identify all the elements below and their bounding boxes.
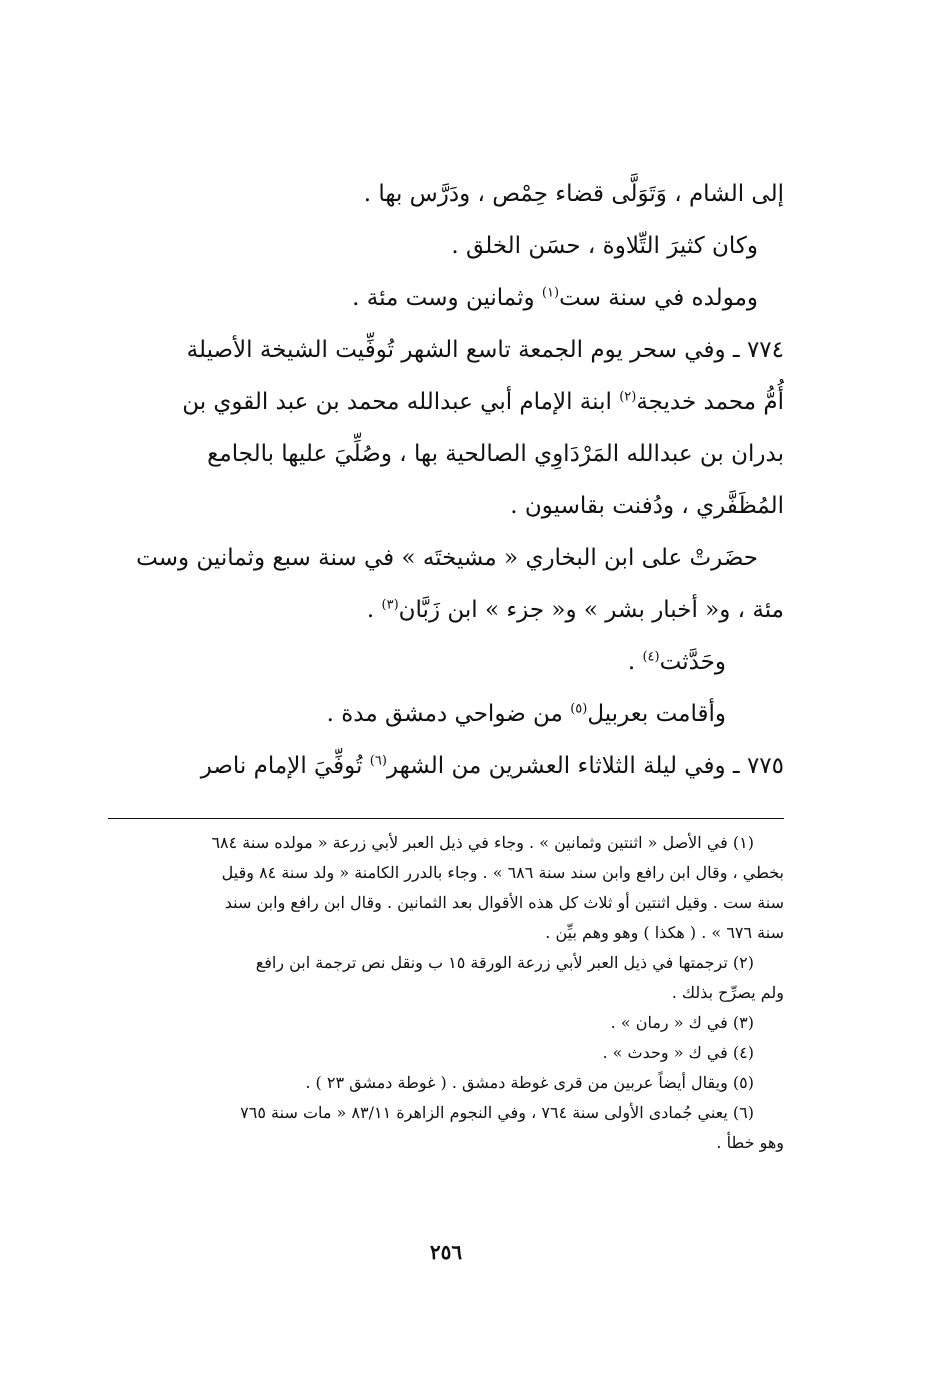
text-span: بدران بن عبدالله المَرْدَاوِي الصالحية بها ، وصُلِّيَ عليها بالجامع <box>207 441 784 467</box>
footnote-ref: (٣) <box>381 597 399 613</box>
footnote-line: (٢) ترجمتها في ذيل العبر لأبي زرعة الورقة ١٥ ب ونقل نص ترجمة ابن رافع <box>255 953 754 972</box>
text-line <box>108 480 784 532</box>
text-line <box>108 636 784 688</box>
footnote-line: (٦) يعني جُمادى الأولى سنة ٧٦٤ ، وفي النجوم الزاهرة ٨٣/١١ « مات سنة ٧٦٥ <box>240 1103 754 1122</box>
footnote-line: (٥) ويقال أيضاً عربين من قرى غوطة دمشق . ( غوطة دمشق ٢٣ ) . <box>305 1073 754 1092</box>
text-span: المُظَفَّري ، ودُفنت بقاسيون . <box>510 493 784 519</box>
footnote-6 <box>108 1098 784 1158</box>
footnote-1 <box>108 828 784 948</box>
footnote-3 <box>108 1008 784 1038</box>
text-span: ومولده في سنة ست <box>559 285 758 311</box>
footnote-line: (١) في الأصل « اثنتين وثمانين » . وجاء في ذيل العبر لأبي زرعة « مولده سنة ٦٨٤ <box>211 833 754 852</box>
text-span: وحَدَّثت <box>659 649 726 675</box>
text-span: . <box>627 649 643 675</box>
text-line <box>108 584 784 636</box>
footnote-line: بخطي ، وقال ابن رافع وابن سند سنة ٦٨٦ » . وجاء بالدرر الكامنة « ولد سنة ٨٤ وقيل <box>221 863 784 882</box>
text-line <box>108 168 784 220</box>
footnote-ref: (١) <box>541 285 560 301</box>
footnote-ref: (٢) <box>619 389 637 405</box>
text-span: وكان كثيرَ التِّلاوة ، حسَن الخلق . <box>451 233 758 259</box>
text-line <box>108 532 784 584</box>
text-span: مئة ، و« أخبار بشر » و« جزء » ابن زَبَّان <box>398 597 784 623</box>
text-span: أُمُّ محمد خديجة <box>636 389 784 415</box>
text-line <box>108 428 784 480</box>
text-line <box>108 376 784 428</box>
footnote-ref: (٥) <box>570 701 588 717</box>
footnote-5 <box>108 1068 784 1098</box>
footnote-line: ولم يصرِّح بذلك . <box>671 983 784 1002</box>
page-number: ٢٥٦ <box>429 1240 463 1264</box>
text-span: . <box>366 597 382 623</box>
footnote-line: (٣) في ك « رمان » . <box>610 1013 754 1032</box>
footnote-line: (٤) في ك « وحدث » . <box>602 1043 754 1062</box>
footnote-ref: (٦) <box>369 753 387 769</box>
text-span: من ضواحي دمشق مدة . <box>326 701 563 727</box>
text-span: حضَرتْ على ابن البخاري « مشيختَه » في سنة سبع وثمانين وست <box>136 545 758 571</box>
footnote-separator <box>108 818 784 819</box>
text-span: وثمانين وست مئة . <box>352 285 535 311</box>
text-span: ابنة الإمام أبي عبدالله محمد بن عبد القوي بن <box>182 389 612 415</box>
footnote-2 <box>108 948 784 1008</box>
main-text <box>108 168 784 792</box>
text-line <box>108 688 784 740</box>
text-span: إلى الشام ، وَتَوَلَّى قضاء حِمْص ، ودَرَّس بها . <box>363 181 784 207</box>
text-span: ٧٧٤ ـ وفي سحر يوم الجمعة تاسع الشهر تُوفِّيت الشيخة الأصيلة <box>186 337 784 363</box>
text-line <box>108 220 784 272</box>
entry-heading-line <box>108 324 784 376</box>
footnote-line: وهو خطأ . <box>716 1133 784 1152</box>
text-span: تُوفِّيَ الإمام ناصر <box>200 753 363 779</box>
text-span: ٧٧٥ ـ وفي ليلة الثلاثاء العشرين من الشهر <box>386 753 784 779</box>
document-page <box>108 168 784 1278</box>
footnotes <box>108 828 784 1158</box>
footnote-4 <box>108 1038 784 1068</box>
text-span: وأقامت بعربيل <box>587 701 726 727</box>
text-line <box>108 272 784 324</box>
footnote-ref: (٤) <box>642 649 660 665</box>
entry-heading-line <box>108 740 784 792</box>
footnote-line: سنة ٦٧٦ » . ( هكذا ) وهو وهم بيِّن . <box>545 923 784 942</box>
footnote-line: سنة ست . وقيل اثنتين أو ثلاث كل هذه الأقوال بعد الثمانين . وقال ابن رافع وابن سند <box>224 893 784 912</box>
